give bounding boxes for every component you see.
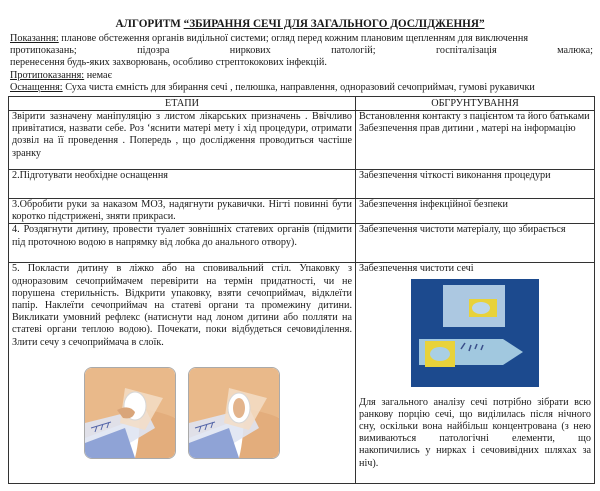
title-prefix: АЛГОРИТМ: [115, 18, 184, 30]
algorithm-table: [8, 96, 595, 484]
rationale-text: Встановлення контакту з пацієнтом та його батьками: [359, 111, 590, 122]
illustrations: [12, 367, 352, 459]
header-rationale: ОБГРУНТУВАННЯ: [356, 97, 595, 111]
indications-label: Показання:: [10, 33, 59, 44]
urine-collector-bags-photo: [411, 279, 539, 387]
word: ниркових: [229, 45, 271, 57]
table-header-row: [9, 97, 595, 111]
contraindications-label: Протипоказання:: [10, 70, 85, 81]
rationale-text: Забезпечення прав дитини , матері на інформацію: [359, 123, 576, 135]
indications-line2: [10, 45, 593, 57]
indications-section: [10, 33, 593, 70]
indications-line1: планове обстеження органів видільної системи; огляд перед кожним плановим щепленням для виключення: [58, 33, 529, 44]
rationale-cell: [356, 111, 595, 170]
document-title: [0, 18, 600, 30]
rationale-cell: [356, 263, 595, 484]
table-row: [9, 111, 595, 170]
word: малюка;: [557, 45, 593, 57]
step-cell: 2.Підготувати необхідне оснащення: [9, 170, 356, 199]
equipment-section: [10, 82, 593, 94]
word: протипоказань;: [10, 45, 77, 57]
word: госпіталізація: [436, 45, 497, 57]
word: підозра: [137, 45, 170, 57]
indications-line3: перенесення будь-яких захворювань, особливо стрептококових інфекцій.: [10, 57, 327, 69]
table-row: [9, 263, 595, 484]
rationale-cell: Забезпечення чистоти матеріалу, що збирається: [356, 224, 595, 263]
header-stages: ЕТАПИ: [9, 97, 356, 111]
step-cell: [9, 263, 356, 484]
table-row: [9, 199, 595, 224]
word: патологій;: [331, 45, 376, 57]
urine-collector-illustration-right: [188, 367, 280, 459]
step-cell: Звірити зазначену маніпуляцію з листом лікарських призначень . Ввічливо привітатися, назвати себе. Роз ‘яснити матері мету і хід процедури, отримати дозвіл на її проведення . Попередь , що дослідження проводиться частіше зранку: [9, 111, 356, 170]
step-text: 5. Покласти дитину в ліжко або на сповивальний стіл. Упаковку з одноразовим сечоприймачем перевірити на термін придатності, чи не порушена стерильність. Відкрити упаковку, взяти сечоприймач, відклеїти папір. Наклеїти сечоприймач на статеві органи та промежину дитини. Викликати умовний рефлекс (натиснути над лоном дитини або полляти на статеві органи теплою водою). Почекати, поки відбудеться сечовиділення. Злити сечу з сечоприймача в слоїк.: [12, 263, 352, 348]
rationale-text: Забезпечення чистоти сечі: [359, 263, 474, 275]
rationale-cell: Забезпечення чіткості виконання процедури: [356, 170, 595, 199]
contraindications-section: [10, 70, 593, 82]
equipment-text: Суха чиста ємність для збирання сечі , пелюшка, направлення, одноразовий сечоприймач, гумові рукавички: [62, 82, 535, 93]
title-main: “ЗБИРАННЯ СЕЧІ ДЛЯ ЗАГАЛЬНОГО ДОСЛІДЖЕННЯ”: [183, 18, 485, 30]
table-row: [9, 170, 595, 199]
equipment-label: Оснащення:: [10, 82, 63, 93]
step-cell: 4. Роздягнути дитину, провести туалет зовнішніх статевих органів (підмити під проточною водою в напрямку від лобка до анального отвору).: [9, 224, 356, 263]
step-cell: 3.Обробити руки за наказом МОЗ, надягнути рукавички. Нігті повинні бути коротко підстрижені, зняти прикраси.: [9, 199, 356, 224]
table-row: [9, 224, 595, 263]
urine-collector-illustration-left: [84, 367, 176, 459]
rationale-note: Для загального аналізу сечі потрібно зібрати всю ранкову порцію сечі, що виділилась після нічного сну, оскільки вона найбільш концентрована (з нею вимиваються патологічні елементи, що накопичились у нирках і сечовивідних шляхах за ніч).: [359, 396, 591, 469]
rationale-cell: Забезпечення інфекційної безпеки: [356, 199, 595, 224]
contraindications-text: немає: [84, 70, 112, 81]
